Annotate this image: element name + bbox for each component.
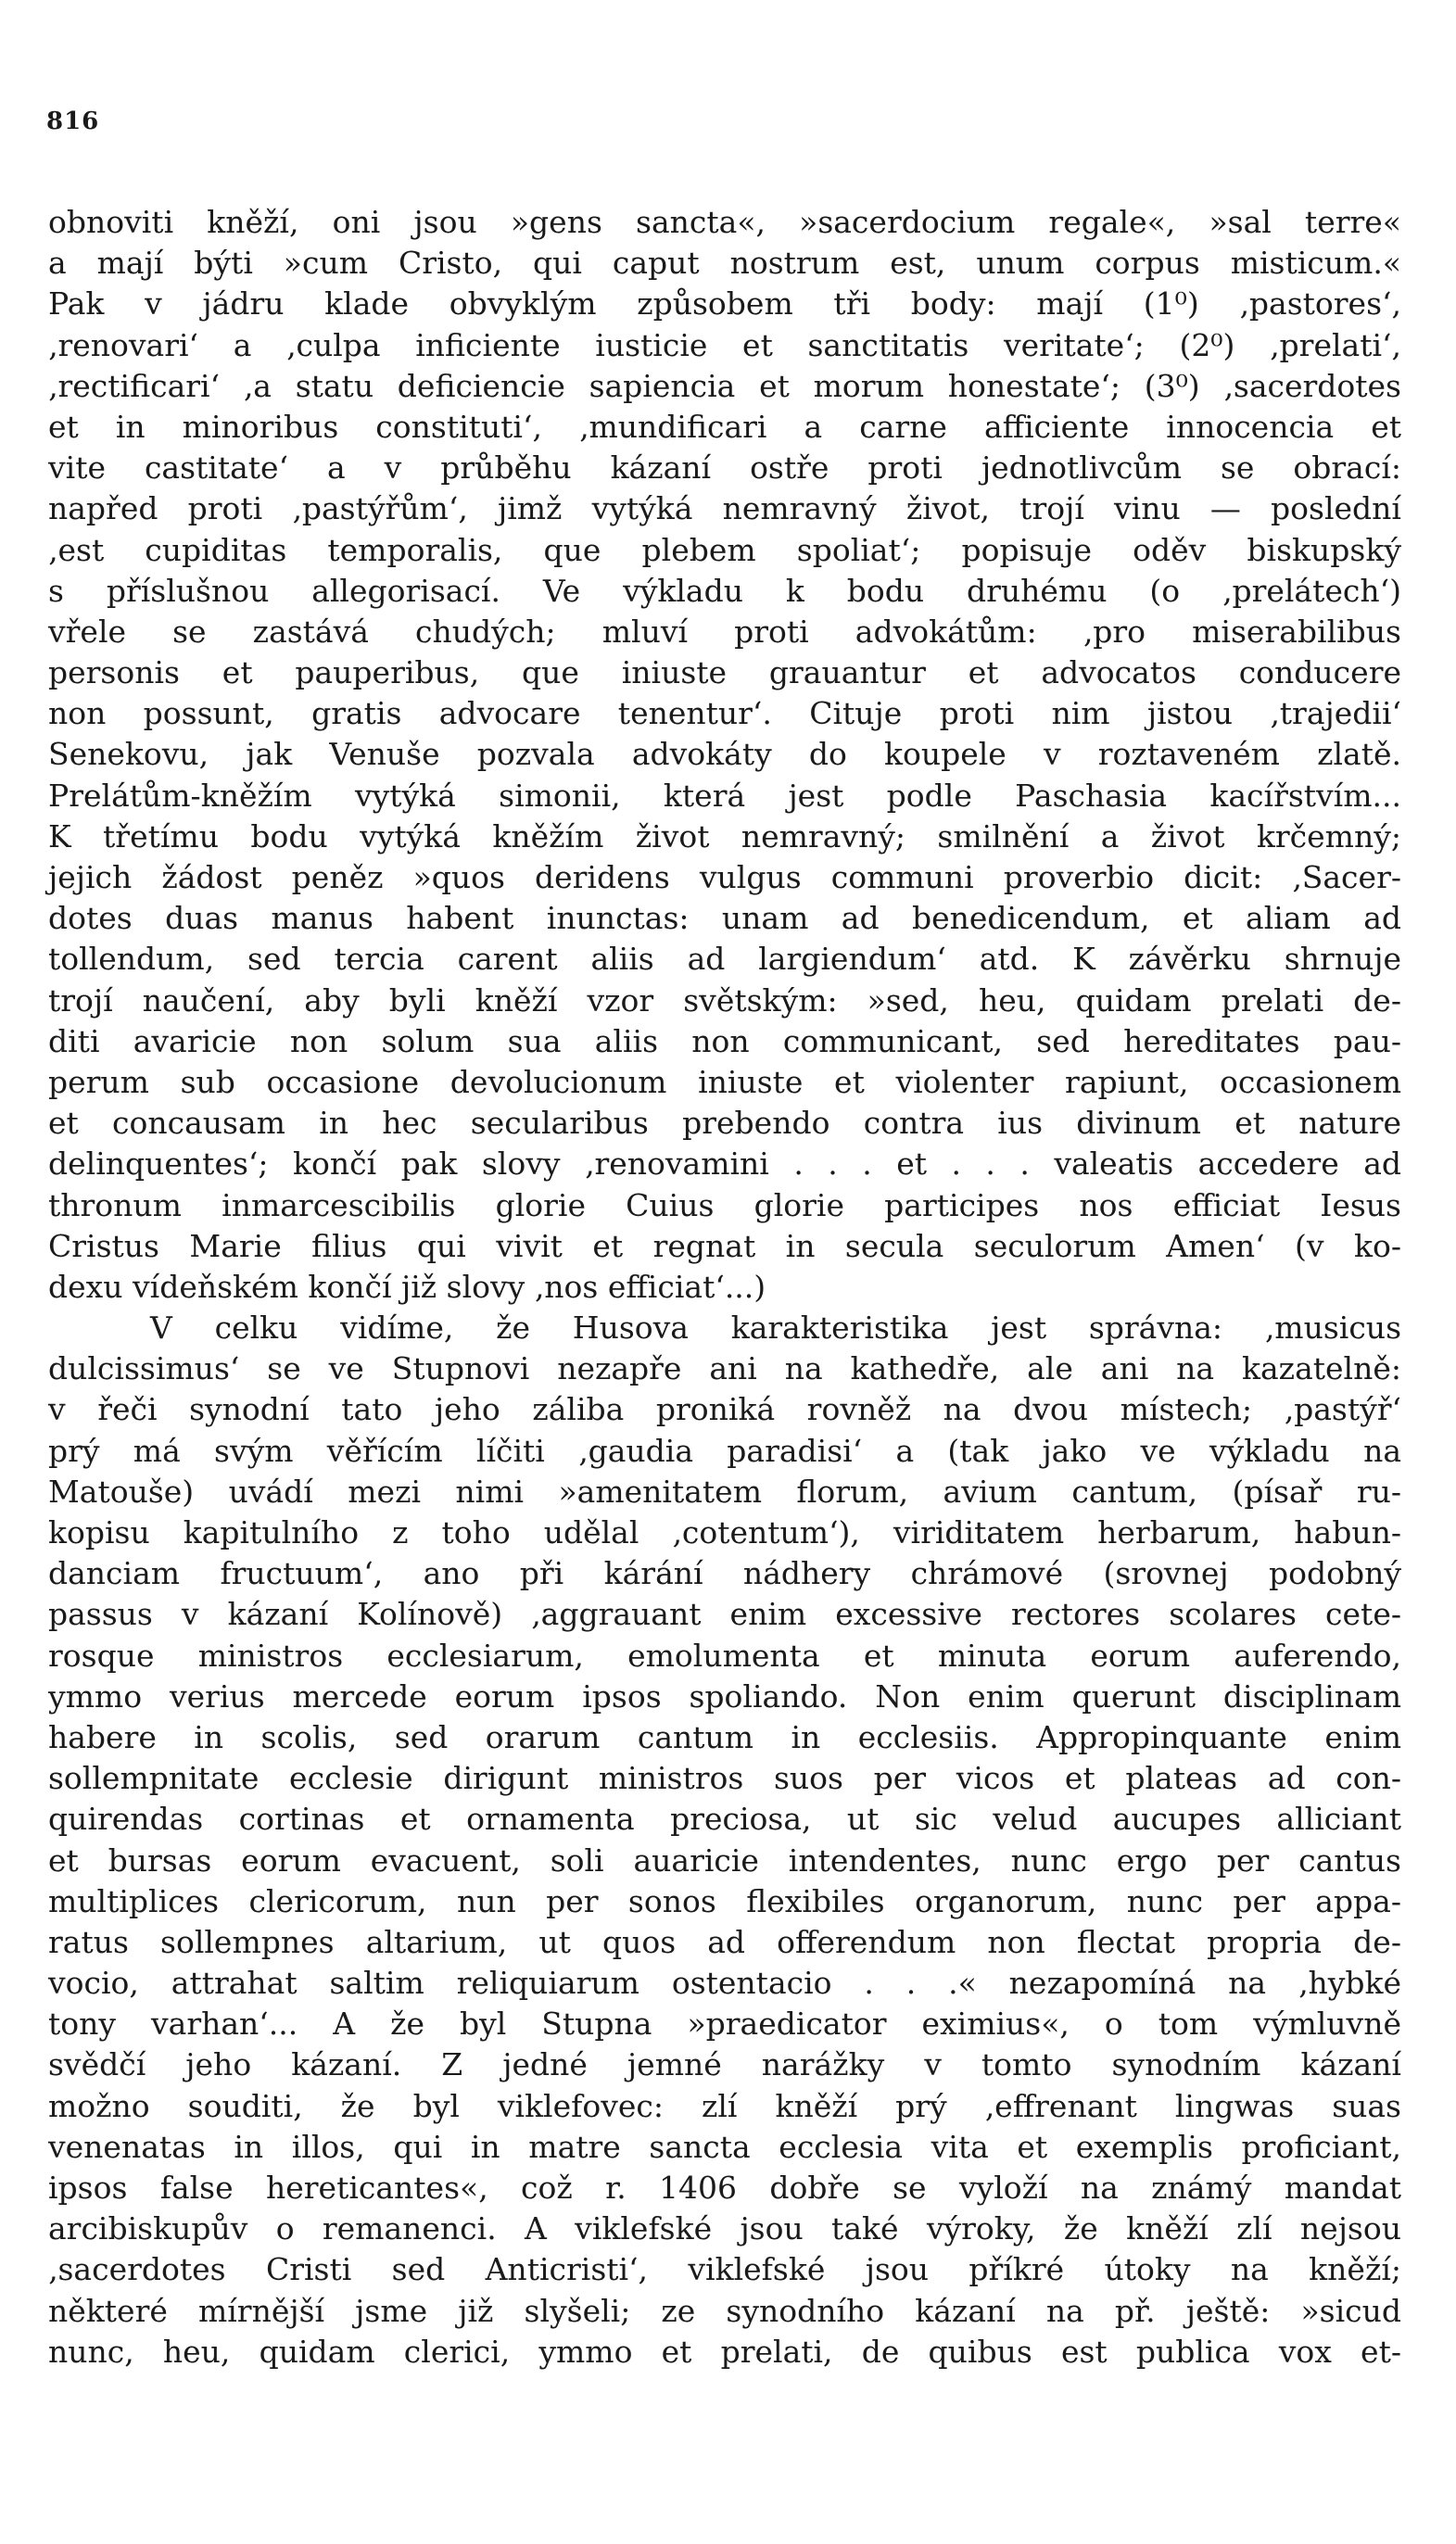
text-line: ‚renovari‘ a ‚culpa inficiente iusticie et sanctitatis veritate‘; (2⁰) ‚prelati‘,: [48, 326, 1401, 363]
text-line: vocio, attrahat saltim reliquiarum ostentacio . . .« nezapomíná na ‚hybké: [48, 1965, 1401, 2002]
text-line: dexu vídeňském končí již slovy ‚nos efficiat‘...): [48, 1268, 766, 1305]
text-line: obnoviti kněží, oni jsou »gens sancta«, »sacerdocium regale«, »sal terre«: [48, 204, 1401, 240]
text-line: rosque ministros ecclesiarum, emolumenta et minuta eorum auferendo,: [48, 1637, 1401, 1674]
text-line: ‚est cupiditas temporalis, que plebem spoliat‘; popisuje oděv biskupský: [48, 531, 1401, 568]
text-line: perum sub occasione devolucionum iniuste et violenter rapiunt, occasionem: [48, 1063, 1401, 1100]
text-line: některé mírnější jsme již slyšeli; ze synodního kázaní na př. ještě: »sicud: [48, 2292, 1401, 2329]
text-line: kopisu kapitulního z toho udělal ‚cotentum‘), viriditatem herbarum, habun-: [48, 1514, 1401, 1550]
text-line: habere in scolis, sed orarum cantum in ecclesiis. Appropinquante enim: [48, 1718, 1401, 1755]
text-line: jejich žádost peněz »quos deridens vulgus communi proverbio dicit: ‚Sacer-: [48, 859, 1401, 895]
text-line: dulcissimus‘ se ve Stupnovi nezapře ani na kathedře, ale ani na kazatelně:: [48, 1350, 1401, 1387]
text-line: v řeči synodní tato jeho záliba proniká rovněž na dvou místech; ‚pastýř‘: [48, 1391, 1401, 1428]
text-line: možno souditi, že byl viklefovec: zlí kněží prý ‚effrenant lingwas suas: [48, 2087, 1401, 2124]
text-line: ‚sacerdotes Cristi sed Anticristi‘, viklefské jsou příkré útoky na kněží;: [48, 2251, 1401, 2288]
text-line: diti avaricie non solum sua aliis non communicant, sed hereditates pau-: [48, 1022, 1401, 1059]
text-line: sollempnitate ecclesie dirigunt ministros suos per vicos et plateas ad con-: [48, 1760, 1401, 1797]
text-line: svědčí jeho kázaní. Z jedné jemné narážky v tomto synodním kázaní: [48, 2046, 1401, 2083]
text-line: ipsos false hereticantes«, což r. 1406 dobře se vyloží na známý mandat: [48, 2170, 1401, 2206]
text-line: delinquentes‘; končí pak slovy ‚renovamini . . . et . . . valeatis accedere ad: [48, 1145, 1401, 1183]
text-line: Matouše) uvádí mezi nimi »amenitatem florum, avium cantum, (písař ru-: [48, 1473, 1401, 1510]
text-line: tony varhan‘... A že byl Stupna »praedicator eximius«, o tom výmluvně: [48, 2006, 1401, 2043]
text-line: s příslušnou allegorisací. Ve výkladu k bodu druhému (o ‚prelátech‘): [48, 572, 1401, 609]
text-line: prý má svým věřícím líčiti ‚gaudia paradisi‘ a (tak jako ve výkladu na: [48, 1432, 1401, 1469]
text-line: tollendum, sed tercia carent aliis ad largiendum‘ atd. K závěrku shrnuje: [48, 941, 1401, 978]
text-line: nunc, heu, quidam clerici, ymmo et prelati, de quibus est publica vox et-: [48, 2333, 1401, 2370]
text-line: vite castitate‘ a v průběhu kázaní ostře proti jednotlivcům se obrací:: [48, 449, 1401, 487]
text-line: K třetímu bodu vytýká kněžím život nemravný; smilnění a život krčemný;: [48, 817, 1401, 854]
text-line: ymmo verius mercede eorum ipsos spoliando. Non enim querunt disciplinam: [48, 1677, 1401, 1715]
text-line: trojí naučení, aby byli kněží vzor světským: »sed, heu, quidam prelati de-: [48, 981, 1401, 1019]
text-line: quirendas cortinas et ornamenta preciosa, ut sic velud aucupes alliciant: [48, 1801, 1401, 1838]
text-line: ‚rectificari‘ ‚a statu deficiencie sapiencia et morum honestate‘; (3⁰) ‚sacerdotes: [48, 367, 1401, 404]
text-line: et in minoribus constituti‘, ‚mundificari a carne afficiente innocencia et: [48, 408, 1401, 445]
text-line: thronum inmarcescibilis glorie Cuius glorie participes nos efficiat Iesus: [48, 1186, 1401, 1223]
text-line: personis et pauperibus, que iniuste grauantur et advocatos conducere: [48, 654, 1401, 691]
paragraph-1: [48, 202, 1401, 1308]
text-line: ratus sollempnes altarium, ut quos ad offerendum non flectat propria de-: [48, 1923, 1401, 1960]
text-line: venenatas in illos, qui in matre sancta ecclesia vita et exemplis proficiant,: [48, 2128, 1401, 2165]
text-line: et bursas eorum evacuent, soli auaricie intendentes, nunc ergo per cantus: [48, 1842, 1401, 1879]
text-line: danciam fructuum‘, ano při kárání nádhery chrámové (srovnej podobný: [48, 1555, 1401, 1592]
text-line: Cristus Marie filius qui vivit et regnat in secula seculorum Amen‘ (v ko-: [48, 1227, 1401, 1264]
text-line: a mají býti »cum Cristo, qui caput nostrum est, unum corpus misticum.«: [48, 245, 1401, 282]
text-line: multiplices clericorum, nun per sonos flexibiles organorum, nunc per appa-: [48, 1882, 1401, 1919]
text-line: V celku vidíme, že Husova karakteristika jest správna: ‚musicus: [150, 1310, 1401, 1347]
text-line: napřed proti ‚pastýřům‘, jimž vytýká nemravný život, trojí vinu — poslední: [48, 490, 1401, 527]
text-line: arcibiskupův o remanenci. A viklefské jsou také výroky, že kněží zlí nejsou: [48, 2210, 1401, 2247]
body-text: [48, 202, 1401, 2373]
text-line: non possunt, gratis advocare tenentur‘. Cituje proti nim jistou ‚trajedii‘: [48, 695, 1401, 732]
text-line: dotes duas manus habent inunctas: unam ad benedicendum, et aliam ad: [48, 900, 1401, 937]
text-line: passus v kázaní Kolínově) ‚aggrauant enim excessive rectores scolares cete-: [48, 1596, 1401, 1633]
text-line: Pak v jádru klade obvyklým způsobem tři body: mají (1⁰) ‚pastores‘,: [48, 285, 1401, 323]
text-line: Prelátům-kněžím vytýká simonii, která jest podle Paschasia kacířstvím...: [48, 777, 1401, 814]
paragraph-2: [48, 1308, 1401, 2373]
text-line: vřele se zastává chudých; mluví proti advokátům: ‚pro miserabilibus: [48, 613, 1401, 650]
page-number: 816: [46, 108, 100, 135]
text-line: et concausam in hec secularibus prebendo contra ius divinum et nature: [48, 1105, 1401, 1142]
text-line: Senekovu, jak Venuše pozvala advokáty do koupele v roztaveném zlatě.: [48, 736, 1401, 773]
